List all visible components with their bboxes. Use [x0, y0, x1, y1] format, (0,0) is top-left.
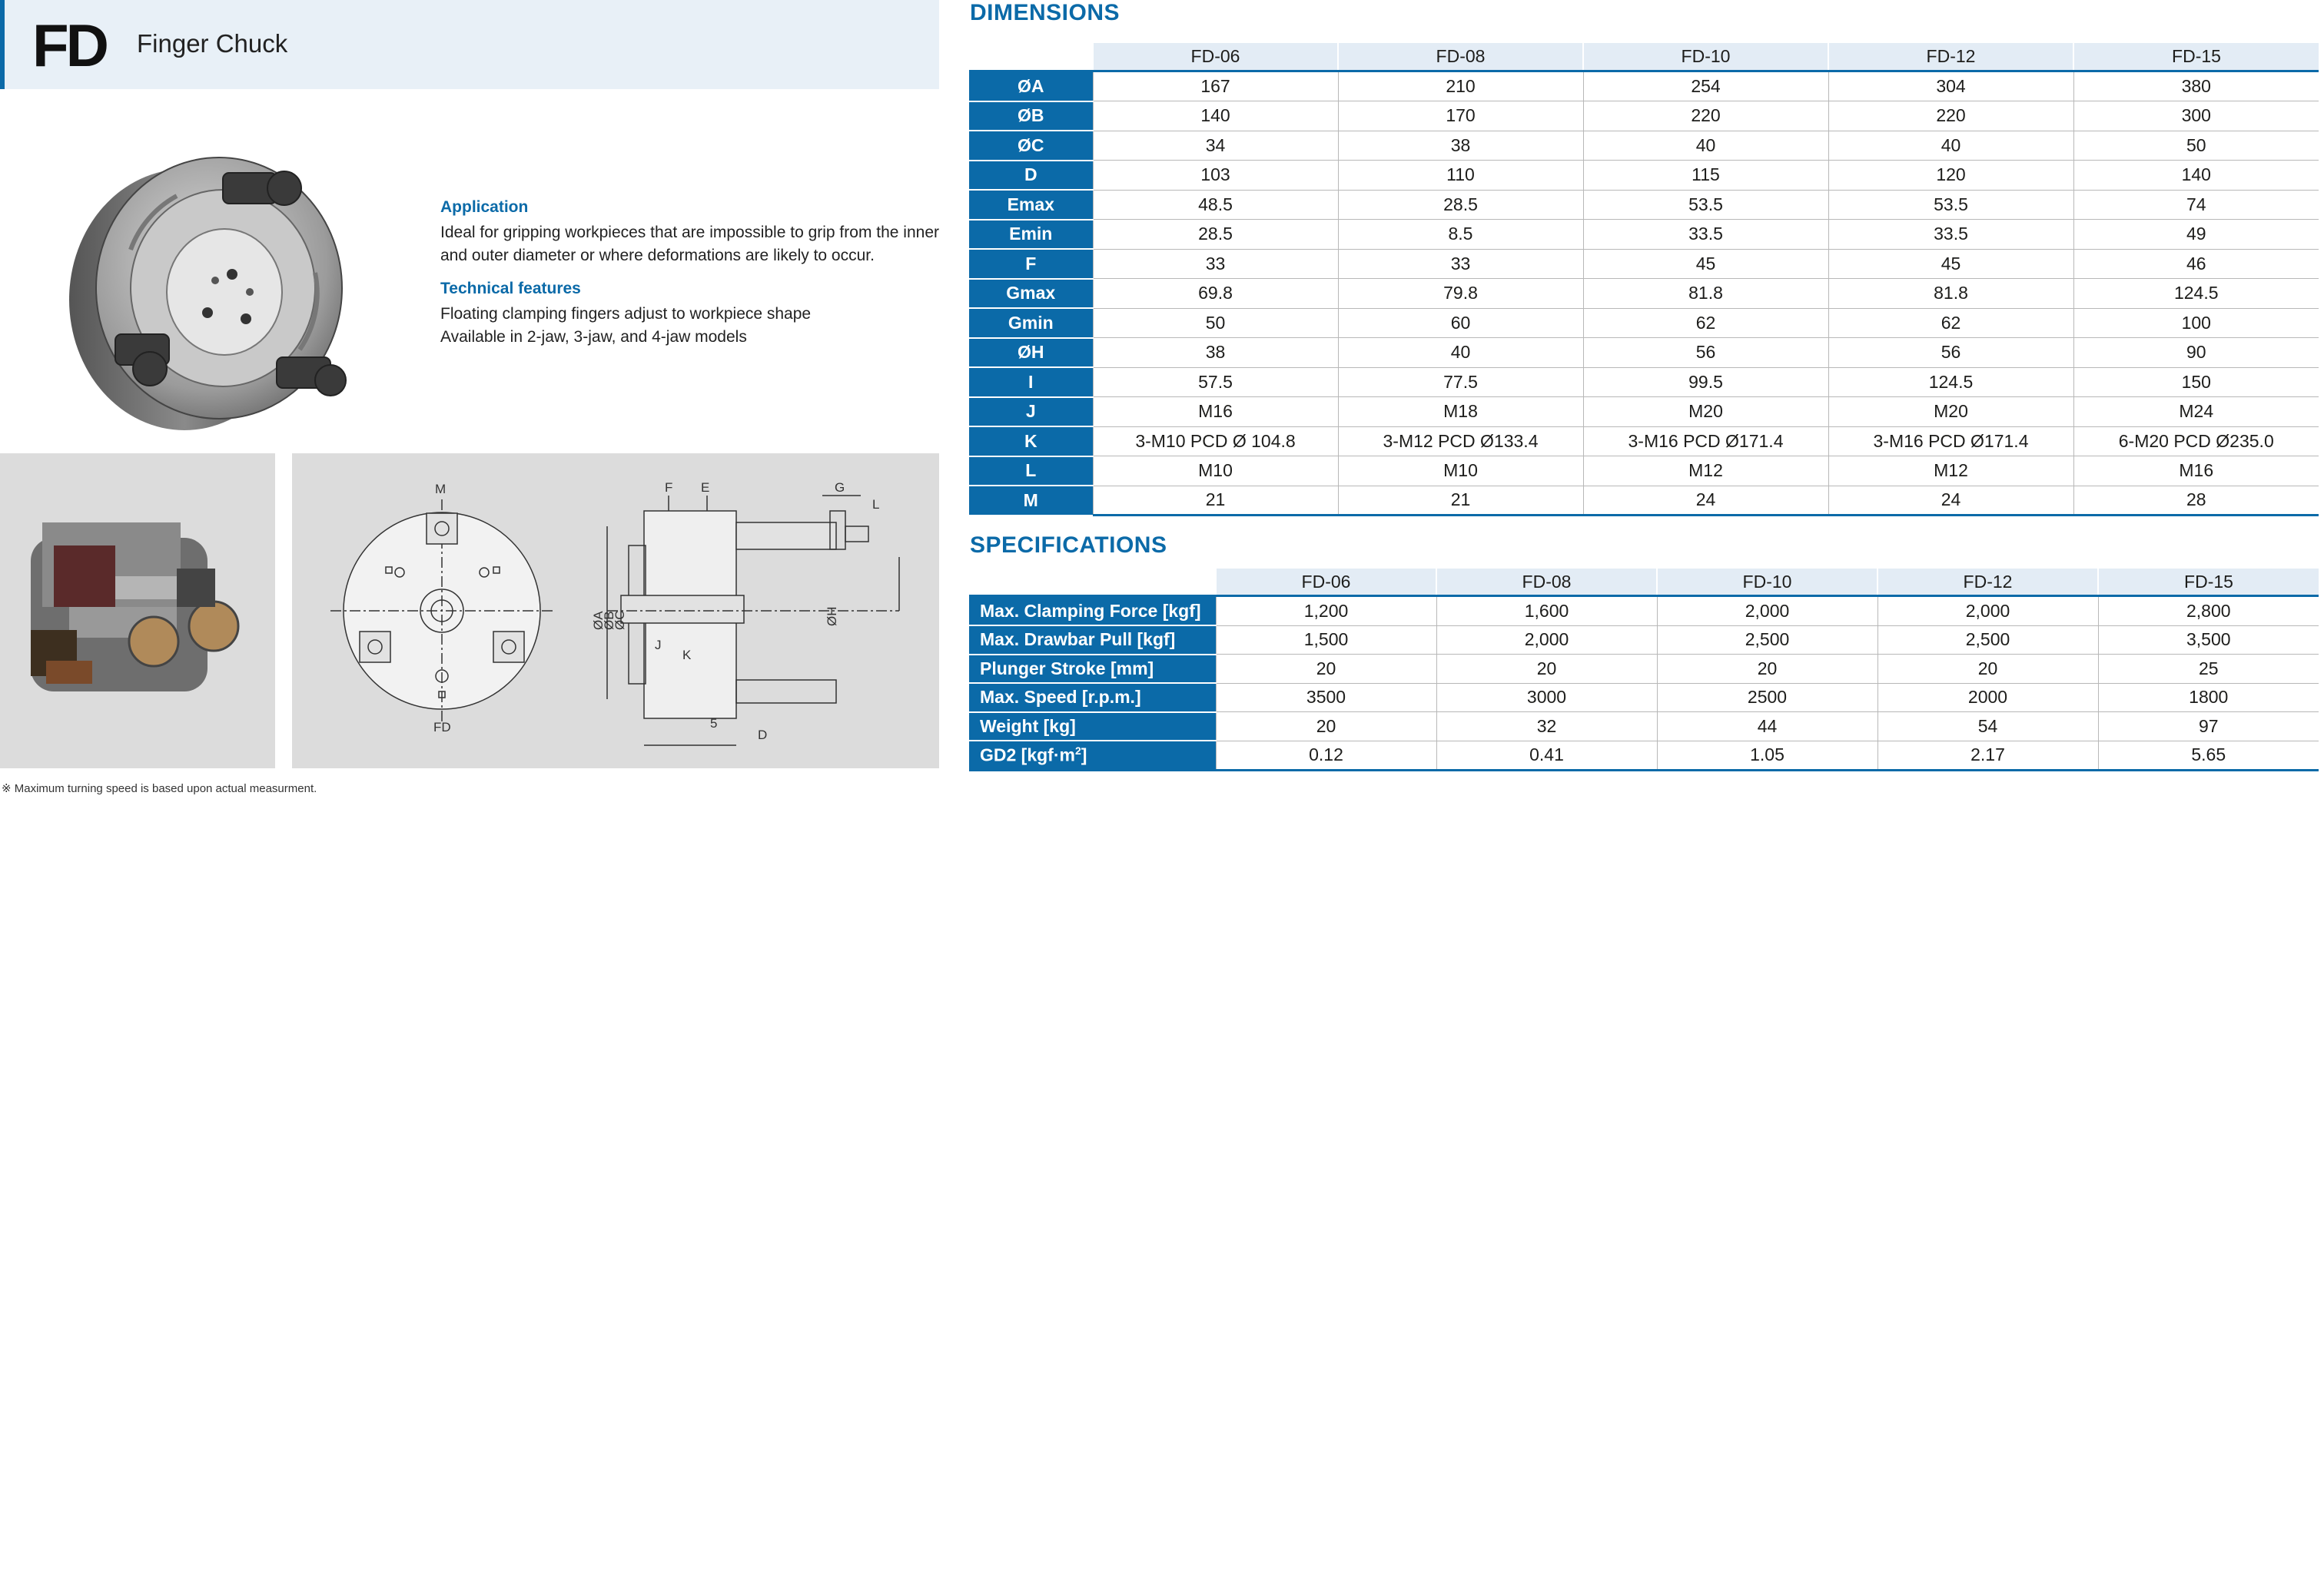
specifications-cell: 3,500 — [2098, 625, 2319, 655]
dimensions-cell: 28.5 — [1093, 220, 1338, 250]
technical-drawing-panel — [292, 453, 939, 768]
dimensions-row-label: ØB — [969, 101, 1093, 131]
dimensions-cell: M24 — [2073, 397, 2319, 427]
specifications-title: SPECIFICATIONS — [970, 532, 1167, 558]
dimensions-header-row — [969, 43, 2319, 71]
specifications-row — [969, 712, 2319, 741]
dimensions-cell: 28 — [2073, 486, 2319, 516]
dimensions-cell: 33.5 — [1583, 220, 1828, 250]
dimensions-model-header: FD-10 — [1583, 43, 1828, 71]
dimensions-row-label: F — [969, 249, 1093, 279]
dimensions-cell: 140 — [1093, 101, 1338, 131]
dimensions-cell: 8.5 — [1338, 220, 1583, 250]
dimensions-model-header: FD-15 — [2073, 43, 2319, 71]
drawing-label-l: L — [872, 497, 880, 512]
specifications-header-row — [969, 569, 2319, 596]
dimensions-cell: 38 — [1338, 131, 1583, 161]
drawing-label-a: ØA — [591, 611, 606, 630]
dimensions-row-label: Emin — [969, 220, 1093, 250]
dimensions-cell: M16 — [2073, 456, 2319, 486]
specifications-row-label — [969, 741, 1216, 771]
dimensions-cell: 62 — [1583, 308, 1828, 338]
dimensions-row — [969, 249, 2319, 279]
specifications-cell: 1800 — [2098, 683, 2319, 712]
product-code: FD — [32, 12, 106, 79]
dimensions-cell: 40 — [1828, 131, 2073, 161]
dimensions-row-label: ØA — [969, 71, 1093, 101]
dimensions-cell: 45 — [1583, 249, 1828, 279]
dimensions-cell: 24 — [1828, 486, 2073, 516]
specifications-cell: 2.17 — [1877, 741, 2098, 771]
dimensions-row — [969, 101, 2319, 131]
product-title: Finger Chuck — [137, 29, 288, 58]
dimensions-cell: 99.5 — [1583, 367, 1828, 397]
dimensions-cell: 170 — [1338, 101, 1583, 131]
dimensions-cell: 33 — [1338, 249, 1583, 279]
dimensions-cell: 48.5 — [1093, 190, 1338, 220]
chuck-product-image — [54, 134, 377, 442]
specifications-cell: 2,800 — [2098, 596, 2319, 626]
specifications-row-label: Weight [kg] — [969, 712, 1216, 741]
dimensions-cell: M10 — [1093, 456, 1338, 486]
specifications-cell: 2,500 — [1657, 625, 1877, 655]
specifications-cell: 2,000 — [1657, 596, 1877, 626]
drawing-label-k: K — [682, 648, 692, 662]
dimensions-row-label: I — [969, 367, 1093, 397]
dimensions-row — [969, 426, 2319, 456]
specifications-row — [969, 625, 2319, 655]
dimensions-cell: 56 — [1828, 338, 2073, 368]
drawing-label-b: ØB — [602, 611, 616, 630]
dimensions-row — [969, 338, 2319, 368]
dimensions-row — [969, 220, 2319, 250]
dimensions-cell: 124.5 — [1828, 367, 2073, 397]
dimensions-row — [969, 71, 2319, 101]
dimensions-cell: 300 — [2073, 101, 2319, 131]
specifications-cell: 1,500 — [1216, 625, 1436, 655]
dimensions-cell: 3-M10 PCD Ø 104.8 — [1093, 426, 1338, 456]
specifications-row — [969, 596, 2319, 626]
dimensions-cell: 21 — [1338, 486, 1583, 516]
specifications-cell: 25 — [2098, 655, 2319, 684]
specifications-cell: 3000 — [1436, 683, 1657, 712]
specifications-model-header: FD-08 — [1436, 569, 1657, 596]
specifications-cell: 20 — [1216, 712, 1436, 741]
specifications-cell: 20 — [1657, 655, 1877, 684]
specifications-cell: 0.41 — [1436, 741, 1657, 771]
dimensions-row-label: Gmin — [969, 308, 1093, 338]
dimensions-cell: 254 — [1583, 71, 1828, 101]
dimensions-cell: 56 — [1583, 338, 1828, 368]
dimensions-cell: M16 — [1093, 397, 1338, 427]
dimensions-model-header: FD-12 — [1828, 43, 2073, 71]
specifications-cell: 2500 — [1657, 683, 1877, 712]
drawing-label-j: J — [655, 638, 662, 652]
dimensions-row — [969, 367, 2319, 397]
dimensions-row — [969, 161, 2319, 191]
specifications-row-label: Max. Clamping Force [kgf] — [969, 596, 1216, 626]
drawing-label-e: E — [701, 480, 710, 495]
specifications-row-label: Max. Speed [r.p.m.] — [969, 683, 1216, 712]
drawing-label-c: ØC — [613, 610, 627, 630]
specifications-cell: 1.05 — [1657, 741, 1877, 771]
dimensions-cell: 79.8 — [1338, 279, 1583, 309]
dimensions-cell: 90 — [2073, 338, 2319, 368]
specifications-cell: 20 — [1877, 655, 2098, 684]
dimensions-cell: 50 — [2073, 131, 2319, 161]
application-text: Ideal for gripping workpieces that are impossible to grip from the inner and outer diameter or where deformations are likely to occur. — [440, 224, 939, 264]
specifications-cell: 1,600 — [1436, 596, 1657, 626]
dimensions-cell: 120 — [1828, 161, 2073, 191]
dimensions-cell: 38 — [1093, 338, 1338, 368]
dimensions-cell: 220 — [1583, 101, 1828, 131]
drawing-label-f: F — [665, 480, 673, 495]
dimensions-cell: 34 — [1093, 131, 1338, 161]
drawing-label-fd: FD — [433, 720, 451, 734]
dimensions-table — [969, 43, 2319, 516]
drawing-label-m: M — [435, 482, 447, 496]
gd2-label-text: GD2 [kgf·m — [980, 744, 1075, 765]
dimensions-cell: 3-M16 PCD Ø171.4 — [1828, 426, 2073, 456]
dimensions-cell: 46 — [2073, 249, 2319, 279]
specifications-row-label: Plunger Stroke [mm] — [969, 655, 1216, 684]
dimensions-cell: 21 — [1093, 486, 1338, 516]
dimensions-cell: 103 — [1093, 161, 1338, 191]
features-line-2: Available in 2-jaw, 3-jaw, and 4-jaw models — [440, 328, 747, 346]
dimensions-cell: 40 — [1338, 338, 1583, 368]
footnote: ※ Maximum turning speed is based upon actual measurment. — [2, 782, 317, 795]
dimensions-row — [969, 190, 2319, 220]
dimensions-row-label: L — [969, 456, 1093, 486]
dimensions-cell: 167 — [1093, 71, 1338, 101]
dimensions-cell: M10 — [1338, 456, 1583, 486]
dimensions-cell: 140 — [2073, 161, 2319, 191]
dimensions-cell: M12 — [1828, 456, 2073, 486]
dimensions-cell: 53.5 — [1828, 190, 2073, 220]
specifications-cell: 2,000 — [1877, 596, 2098, 626]
dimensions-cell: M20 — [1583, 397, 1828, 427]
dimensions-row — [969, 279, 2319, 309]
drawing-label-5: 5 — [710, 716, 718, 731]
dimensions-row — [969, 397, 2319, 427]
specifications-cell: 3500 — [1216, 683, 1436, 712]
application-heading: Application — [440, 198, 529, 216]
page-header — [0, 0, 939, 89]
dimensions-row-label: ØH — [969, 338, 1093, 368]
specifications-row — [969, 683, 2319, 712]
specifications-cell: 0.12 — [1216, 741, 1436, 771]
gd2-label-superscript: 2 — [1074, 744, 1081, 758]
specifications-body — [969, 596, 2319, 771]
dimensions-cell: 45 — [1828, 249, 2073, 279]
dimensions-cell: 53.5 — [1583, 190, 1828, 220]
drawing-label-d: D — [758, 728, 768, 742]
dimensions-cell: 380 — [2073, 71, 2319, 101]
specifications-row — [969, 655, 2319, 684]
dimensions-cell: 110 — [1338, 161, 1583, 191]
drawing-label-h: ØH — [825, 606, 839, 626]
specifications-cell: 20 — [1436, 655, 1657, 684]
specifications-cell: 2,000 — [1436, 625, 1657, 655]
specifications-cell: 32 — [1436, 712, 1657, 741]
specifications-cell: 5.65 — [2098, 741, 2319, 771]
features-line-1: Floating clamping fingers adjust to workpiece shape — [440, 305, 812, 323]
dimensions-cell: 81.8 — [1583, 279, 1828, 309]
dimensions-corner — [969, 43, 1093, 71]
dimensions-row-label: J — [969, 397, 1093, 427]
dimensions-row-label: M — [969, 486, 1093, 516]
specifications-model-header: FD-10 — [1657, 569, 1877, 596]
dimensions-cell: 69.8 — [1093, 279, 1338, 309]
dimensions-cell: 77.5 — [1338, 367, 1583, 397]
dimensions-cell: 60 — [1338, 308, 1583, 338]
specifications-cell: 2,500 — [1877, 625, 2098, 655]
dimensions-row-label: ØC — [969, 131, 1093, 161]
specifications-corner — [969, 569, 1216, 596]
dimensions-cell: 74 — [2073, 190, 2319, 220]
specifications-cell: 54 — [1877, 712, 2098, 741]
dimensions-cell: 304 — [1828, 71, 2073, 101]
dimensions-cell: 24 — [1583, 486, 1828, 516]
dimensions-cell: M12 — [1583, 456, 1828, 486]
dimensions-row-label: Emax — [969, 190, 1093, 220]
dimensions-cell: 40 — [1583, 131, 1828, 161]
dimensions-title: DIMENSIONS — [970, 0, 1120, 25]
dimensions-cell: 220 — [1828, 101, 2073, 131]
dimensions-row-label: Gmax — [969, 279, 1093, 309]
dimensions-cell: 3-M12 PCD Ø133.4 — [1338, 426, 1583, 456]
specifications-cell: 1,200 — [1216, 596, 1436, 626]
dimensions-cell: 115 — [1583, 161, 1828, 191]
dimensions-cell: M18 — [1338, 397, 1583, 427]
technical-drawing — [292, 453, 939, 768]
dimensions-cell: 210 — [1338, 71, 1583, 101]
specifications-model-header: FD-12 — [1877, 569, 2098, 596]
dimensions-row — [969, 308, 2319, 338]
dimensions-row — [969, 486, 2319, 516]
product-info — [440, 198, 948, 361]
dimensions-cell: 57.5 — [1093, 367, 1338, 397]
dimensions-cell: 33 — [1093, 249, 1338, 279]
cutaway-image-panel — [0, 453, 275, 768]
dimensions-cell: 50 — [1093, 308, 1338, 338]
dimensions-cell: 49 — [2073, 220, 2319, 250]
dimensions-cell: 3-M16 PCD Ø171.4 — [1583, 426, 1828, 456]
specifications-table — [969, 569, 2319, 771]
dimensions-body — [969, 71, 2319, 516]
dimensions-cell: M20 — [1828, 397, 2073, 427]
dimensions-row — [969, 456, 2319, 486]
dimensions-cell: 33.5 — [1828, 220, 2073, 250]
specifications-row-label: Max. Drawbar Pull [kgf] — [969, 625, 1216, 655]
dimensions-cell: 150 — [2073, 367, 2319, 397]
dimensions-cell: 6-M20 PCD Ø235.0 — [2073, 426, 2319, 456]
dimensions-cell: 100 — [2073, 308, 2319, 338]
dimensions-row — [969, 131, 2319, 161]
dimensions-cell: 124.5 — [2073, 279, 2319, 309]
dimensions-cell: 81.8 — [1828, 279, 2073, 309]
dimensions-row-label: K — [969, 426, 1093, 456]
gd2-label-end: ] — [1081, 744, 1087, 765]
dimensions-cell: 62 — [1828, 308, 2073, 338]
dimensions-cell: 28.5 — [1338, 190, 1583, 220]
dimensions-model-header: FD-08 — [1338, 43, 1583, 71]
features-heading: Technical features — [440, 280, 581, 297]
specifications-cell: 44 — [1657, 712, 1877, 741]
specifications-cell: 20 — [1216, 655, 1436, 684]
specifications-cell: 97 — [2098, 712, 2319, 741]
specifications-row — [969, 741, 2319, 771]
specifications-model-header: FD-06 — [1216, 569, 1436, 596]
dimensions-model-header: FD-06 — [1093, 43, 1338, 71]
dimensions-row-label: D — [969, 161, 1093, 191]
cutaway-illustration — [0, 453, 275, 768]
specifications-model-header: FD-15 — [2098, 569, 2319, 596]
specifications-cell: 2000 — [1877, 683, 2098, 712]
drawing-label-g: G — [835, 480, 845, 495]
